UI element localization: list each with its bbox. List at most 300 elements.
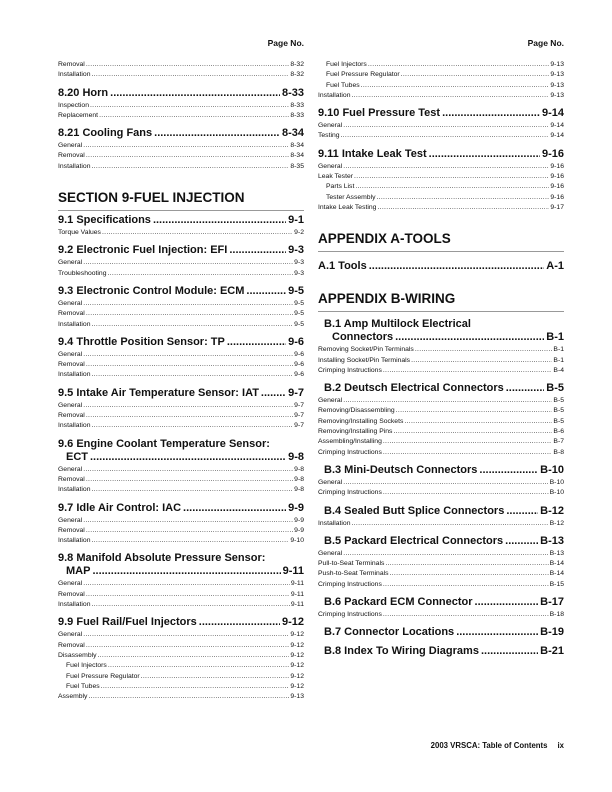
toc-entry[interactable] [318, 193, 564, 203]
toc-entry[interactable] [58, 269, 304, 279]
footer-page-number: ix [557, 741, 564, 750]
dot-leader [86, 475, 293, 485]
toc-entry-title: General [318, 478, 343, 486]
toc-entry-title: Removal [58, 61, 85, 68]
toc-entry[interactable] [58, 651, 304, 661]
toc-entry-title: General [58, 401, 83, 409]
toc-entry[interactable] [58, 141, 304, 151]
toc-entry-page: 9-13 [290, 693, 304, 701]
section-title: 9.5 Intake Air Temperature Sensor: IAT [58, 386, 259, 399]
dot-leader [343, 549, 548, 559]
toc-entry[interactable] [318, 70, 564, 80]
toc-entry-title: General [318, 397, 343, 405]
toc-entry-page: 8-33 [290, 111, 304, 119]
toc-entry-title: Installation [58, 486, 91, 494]
toc-section-heading[interactable] [58, 552, 304, 578]
dot-leader [390, 569, 549, 579]
section-title: B.2 Deutsch Electrical Connectors [324, 382, 504, 395]
section-title: 9.2 Electronic Fuel Injection: EFI [58, 244, 228, 257]
dot-leader [86, 360, 293, 370]
toc-section-heading[interactable] [58, 214, 304, 227]
section-page: 9-3 [288, 244, 304, 257]
toc-entry-page: B-5 [553, 397, 564, 405]
section-title-line2: ECT [66, 450, 88, 463]
section-page: 9-8 [288, 450, 304, 463]
toc-section-heading[interactable] [58, 285, 304, 298]
dot-leader [261, 387, 286, 400]
toc-entry-title: Leak Tester [318, 173, 354, 181]
section-page: B-17 [540, 596, 564, 609]
section-title: 9.11 Intake Leak Test [318, 147, 427, 160]
toc-entry[interactable] [58, 401, 304, 411]
toc-entry-title: Removal [58, 310, 85, 318]
toc-entry-title: Installation [58, 371, 91, 379]
toc-entry-page: 9-16 [550, 193, 564, 201]
dot-leader [429, 148, 540, 161]
dot-leader [99, 111, 289, 121]
toc-entry[interactable] [58, 682, 304, 692]
toc-entry[interactable] [318, 580, 564, 590]
toc-entry[interactable] [318, 478, 564, 488]
page-no-header-right: Page No. [527, 38, 564, 48]
toc-section-heading[interactable] [318, 464, 564, 477]
toc-entry-title: Fuel Injectors [326, 61, 367, 68]
dot-leader [246, 285, 286, 298]
dot-leader [506, 505, 538, 518]
dot-leader [355, 182, 549, 192]
dot-leader [110, 87, 280, 100]
toc-entry-title: Removing/Installing Sockets [318, 417, 404, 425]
dot-leader [481, 645, 538, 658]
dot-leader [183, 502, 286, 515]
toc-entry-title: Fuel Pressure Regulator [326, 71, 400, 79]
toc-entry-title: Installation [58, 422, 91, 430]
dot-leader [98, 651, 290, 661]
toc-entry[interactable] [318, 406, 564, 416]
section-title: 9.1 Specifications [58, 214, 151, 227]
toc-entry[interactable] [58, 641, 304, 651]
dot-leader [341, 131, 550, 141]
section-page: 8-33 [281, 86, 304, 99]
dot-leader [86, 411, 293, 421]
dot-leader [83, 630, 289, 640]
toc-entry[interactable] [58, 258, 304, 268]
toc-entry-title: General [318, 549, 343, 557]
dot-leader [393, 427, 552, 437]
toc-entry-title: Crimping Instructions [318, 611, 382, 619]
toc-entry-title: Fuel Pressure Regulator [66, 672, 140, 680]
toc-entry[interactable] [58, 111, 304, 121]
dot-leader [411, 356, 552, 366]
toc-entry[interactable] [58, 151, 304, 161]
toc-entry-page: B-1 [553, 356, 564, 364]
toc-entry-page: B-7 [553, 438, 564, 446]
toc-entry[interactable] [58, 692, 304, 702]
toc-entry[interactable] [318, 356, 564, 366]
toc-section-heading[interactable] [318, 260, 564, 273]
toc-entry-page: 9-12 [290, 672, 304, 680]
dot-leader [229, 244, 286, 257]
toc-entry-title: General [58, 142, 83, 150]
toc-entry[interactable] [318, 60, 564, 70]
toc-entry-page: 9-8 [294, 475, 304, 483]
section-title: B.7 Connector Locations [324, 626, 455, 639]
toc-entry[interactable] [318, 448, 564, 458]
toc-entry-title: Assembling/Installing [318, 438, 382, 446]
toc-entry-title: Fuel Tubes [326, 81, 360, 89]
dot-leader [90, 101, 289, 111]
toc-entry-title: Crimping Instructions [318, 448, 382, 456]
dot-leader [383, 488, 549, 498]
dot-leader [92, 565, 280, 578]
toc-entry-title: Removing/Disassembling [318, 407, 395, 415]
toc-entry[interactable] [318, 203, 564, 213]
dot-leader [92, 320, 294, 330]
dot-leader [154, 127, 280, 140]
toc-section-heading[interactable] [318, 148, 564, 161]
toc-entry[interactable] [318, 162, 564, 172]
toc-entry-title: Removal [58, 152, 85, 160]
toc-entry[interactable] [318, 610, 564, 620]
toc-entry[interactable] [58, 101, 304, 111]
dot-leader [415, 345, 553, 355]
toc-entry[interactable] [318, 366, 564, 376]
toc-entry-title: Removal [58, 475, 85, 483]
toc-entry[interactable] [58, 309, 304, 319]
section-title: 8.20 Horn [58, 86, 109, 99]
toc-entry[interactable] [318, 569, 564, 579]
heading-rule [318, 311, 564, 312]
toc-entry-title: General [318, 122, 343, 130]
dot-leader [401, 70, 550, 80]
toc-entry-page: 9-7 [294, 422, 304, 430]
dot-leader [383, 366, 553, 376]
toc-left-list [58, 60, 304, 702]
dot-leader [83, 350, 293, 360]
dot-leader [83, 579, 290, 589]
section-title: 9.7 Idle Air Control: IAC [58, 501, 182, 514]
toc-entry-title: General [58, 350, 83, 358]
toc-entry-title: Installation [58, 71, 91, 79]
toc-entry[interactable] [58, 60, 304, 70]
toc-entry-page: 9-12 [290, 651, 304, 659]
heading-rule [318, 251, 564, 252]
toc-entry[interactable] [58, 630, 304, 640]
dot-leader [369, 260, 545, 273]
toc-entry[interactable] [318, 121, 564, 131]
toc-entry[interactable] [58, 600, 304, 610]
toc-entry[interactable] [318, 345, 564, 355]
toc-entry-page: B-4 [553, 366, 564, 374]
toc-entry[interactable] [58, 579, 304, 589]
toc-entry-page: 9-7 [294, 401, 304, 409]
toc-section-heading[interactable] [318, 107, 564, 120]
dot-leader [92, 600, 290, 610]
toc-entry-title: General [58, 259, 83, 267]
section-page: B-13 [540, 534, 564, 547]
toc-entry-title: Installation [318, 519, 351, 527]
dot-leader [506, 382, 545, 395]
dot-leader [86, 590, 290, 600]
dot-leader [343, 162, 549, 172]
toc-entry[interactable] [318, 131, 564, 141]
dot-leader [352, 91, 550, 101]
toc-entry[interactable] [318, 549, 564, 559]
toc-entry-title: Tester Assembly [326, 193, 376, 201]
toc-entry-page: 9-6 [294, 350, 304, 358]
toc-entry[interactable] [318, 182, 564, 192]
section-page: 9-7 [288, 386, 304, 399]
section-title: B.4 Sealed Butt Splice Connectors [324, 504, 505, 517]
toc-entry-page: B-14 [549, 560, 564, 568]
toc-section-heading[interactable] [58, 127, 304, 140]
toc-entry[interactable] [58, 370, 304, 380]
dot-leader [86, 60, 290, 70]
toc-entry[interactable] [318, 91, 564, 101]
dot-leader [92, 421, 294, 431]
toc-entry-title: Fuel Injectors [66, 662, 107, 670]
dot-leader [376, 193, 549, 203]
toc-entry-title: Fuel Tubes [66, 682, 100, 690]
toc-entry-title: Assembly [58, 693, 88, 701]
toc-entry[interactable] [58, 465, 304, 475]
toc-entry-title: Testing [318, 132, 340, 140]
toc-right-list [318, 60, 564, 658]
dot-leader [86, 641, 290, 651]
section-title: B.8 Index To Wiring Diagrams [324, 645, 479, 658]
chapter-heading: APPENDIX B-WIRING [318, 291, 456, 307]
section-title-continued [324, 331, 564, 344]
toc-entry[interactable] [58, 421, 304, 431]
toc-entry[interactable] [58, 661, 304, 671]
toc-section-heading[interactable] [58, 438, 304, 464]
dot-leader [343, 396, 552, 406]
dot-leader [83, 141, 289, 151]
dot-leader [153, 214, 286, 227]
toc-entry-page: 8-33 [290, 101, 304, 109]
toc-entry-page: 8-34 [290, 152, 304, 160]
toc-entry-title: General [58, 516, 83, 524]
toc-entry[interactable] [58, 475, 304, 485]
toc-section-heading[interactable] [58, 336, 304, 349]
toc-entry-title: Removal [58, 412, 85, 420]
dot-leader [86, 151, 290, 161]
toc-entry-page: 9-12 [290, 682, 304, 690]
toc-entry-title: General [58, 465, 83, 473]
toc-entry-title: Removing/Installing Pins [318, 428, 393, 436]
dot-leader [479, 464, 538, 477]
section-title: B.6 Packard ECM Connector [324, 596, 473, 609]
toc-entry-page: 9-16 [550, 173, 564, 181]
toc-entry-title: Crimping Instructions [318, 580, 382, 588]
toc-entry[interactable] [58, 590, 304, 600]
section-title: B.3 Mini-Deutsch Connectors [324, 463, 478, 476]
toc-entry[interactable] [58, 360, 304, 370]
section-page: B-1 [546, 331, 564, 344]
toc-entry[interactable] [58, 299, 304, 309]
toc-entry-title: Removing Socket/Pin Terminals [318, 346, 414, 354]
toc-entry-page: 9-5 [294, 320, 304, 328]
dot-leader [86, 526, 293, 536]
section-page: 9-14 [541, 107, 564, 120]
toc-entry[interactable] [318, 417, 564, 427]
toc-entry[interactable] [318, 81, 564, 91]
section-page: B-19 [540, 626, 564, 639]
toc-entry-page: 9-13 [550, 81, 564, 89]
toc-entry[interactable] [58, 350, 304, 360]
toc-entry[interactable] [58, 411, 304, 421]
toc-entry-title: Disassembly [58, 651, 97, 659]
toc-entry[interactable] [318, 437, 564, 447]
section-title: 9.4 Throttle Position Sensor: TP [58, 335, 225, 348]
toc-entry-page: 9-9 [294, 526, 304, 534]
toc-section-heading[interactable] [318, 645, 564, 658]
section-page: 8-34 [281, 127, 304, 140]
dot-leader [442, 107, 540, 120]
dot-leader [505, 535, 538, 548]
section-title: 9.9 Fuel Rail/Fuel Injectors [58, 616, 197, 629]
dot-leader [108, 661, 290, 671]
toc-entry[interactable] [318, 559, 564, 569]
toc-section-heading[interactable] [318, 596, 564, 609]
toc-section-heading[interactable] [58, 87, 304, 100]
toc-entry-page: B-18 [549, 611, 564, 619]
toc-entry-page: 9-12 [290, 662, 304, 670]
toc-entry[interactable] [318, 172, 564, 182]
toc-entry-page: B-12 [549, 519, 564, 527]
dot-leader [88, 692, 289, 702]
section-title-continued [58, 451, 304, 464]
page-no-header-left: Page No. [267, 38, 304, 48]
toc-section-heading[interactable] [58, 387, 304, 400]
dot-leader [396, 406, 553, 416]
toc-entry-page: 9-8 [294, 465, 304, 473]
toc-entry[interactable] [318, 396, 564, 406]
toc-entry-page: 9-3 [294, 269, 304, 277]
dot-leader [108, 269, 294, 279]
toc-entry-title: General [58, 631, 83, 639]
toc-entry-title: General [58, 299, 83, 307]
toc-section-heading[interactable] [318, 505, 564, 518]
dot-leader [385, 559, 548, 569]
toc-entry-page: 9-11 [290, 601, 304, 609]
toc-entry[interactable] [318, 519, 564, 529]
toc-section-heading[interactable] [58, 502, 304, 515]
toc-entry-page: 9-2 [294, 229, 304, 237]
toc-section-heading[interactable] [318, 382, 564, 395]
section-page: 9-6 [288, 335, 304, 348]
toc-entry-page: B-1 [553, 346, 564, 354]
toc-entry-page: 9-8 [294, 486, 304, 494]
toc-entry[interactable] [58, 536, 304, 546]
section-page: B-10 [540, 463, 564, 476]
toc-entry-page: 9-13 [550, 61, 564, 68]
toc-entry-title: Removal [58, 361, 85, 369]
section-page: 9-1 [288, 214, 304, 227]
toc-entry[interactable] [58, 162, 304, 172]
toc-entry[interactable] [58, 320, 304, 330]
toc-entry-page: 9-6 [294, 361, 304, 369]
dot-leader [83, 516, 293, 526]
dot-leader [92, 162, 290, 172]
section-page: 9-12 [281, 616, 304, 629]
toc-entry-title: Push-to-Seat Terminals [318, 570, 389, 578]
toc-entry-page: B-15 [549, 580, 564, 588]
toc-entry-page: 9-11 [290, 590, 304, 598]
section-title: 9.6 Engine Coolant Temperature Sensor: [58, 437, 270, 450]
toc-entry[interactable] [58, 70, 304, 80]
toc-entry[interactable] [318, 488, 564, 498]
toc-entry-title: Crimping Instructions [318, 489, 382, 497]
dot-leader [141, 672, 290, 682]
toc-entry-page: 8-32 [290, 61, 304, 68]
dot-leader [92, 370, 294, 380]
toc-entry-title: Installation [318, 91, 351, 99]
section-title: B.5 Packard Electrical Connectors [324, 534, 504, 547]
toc-section-heading[interactable] [58, 616, 304, 629]
toc-entry-page: 9-3 [294, 259, 304, 267]
toc-entry-title: General [318, 162, 343, 170]
dot-leader [404, 417, 552, 427]
toc-entry[interactable] [58, 516, 304, 526]
toc-entry-page: 9-12 [290, 631, 304, 639]
toc-entry-title: Replacement [58, 111, 99, 119]
section-title: A.1 Tools [318, 260, 367, 273]
section-page: B-12 [540, 504, 564, 517]
dot-leader [86, 309, 293, 319]
toc-entry-page: 9-14 [550, 132, 564, 140]
toc-entry-title: Pull-to-Seat Terminals [318, 560, 385, 568]
toc-entry-page: 9-5 [294, 299, 304, 307]
dot-leader [456, 626, 538, 639]
toc-entry-title: Installation [58, 537, 91, 545]
toc-entry-page: 9-14 [550, 122, 564, 130]
toc-entry-title: Parts List [326, 183, 355, 191]
dot-leader [92, 485, 294, 495]
section-page: 9-11 [282, 565, 304, 578]
toc-section-heading[interactable] [318, 535, 564, 548]
toc-entry[interactable] [58, 228, 304, 238]
dot-leader [199, 616, 280, 629]
toc-entry-title: Crimping Instructions [318, 366, 382, 374]
toc-entry-title: Installation [58, 320, 91, 328]
toc-entry[interactable] [58, 485, 304, 495]
section-title: 9.10 Fuel Pressure Test [318, 107, 441, 120]
toc-entry-page: 9-16 [550, 183, 564, 191]
heading-rule [58, 210, 304, 211]
toc-entry-page: B-6 [553, 428, 564, 436]
dot-leader [102, 228, 293, 238]
toc-entry-title: Removal [58, 526, 85, 534]
toc-entry[interactable] [58, 672, 304, 682]
toc-entry[interactable] [318, 427, 564, 437]
toc-entry-title: Installation [58, 162, 91, 170]
toc-entry[interactable] [58, 526, 304, 536]
toc-section-heading[interactable] [318, 318, 564, 344]
toc-entry-page: B-10 [549, 489, 564, 497]
toc-entry-page: B-5 [553, 407, 564, 415]
toc-section-heading[interactable] [58, 244, 304, 257]
toc-entry-page: B-14 [549, 570, 564, 578]
dot-leader [227, 336, 286, 349]
section-title: 9.8 Manifold Absolute Pressure Sensor: [58, 552, 266, 565]
section-title-line2: MAP [66, 565, 91, 578]
toc-section-heading[interactable] [318, 626, 564, 639]
chapter-heading: APPENDIX A-TOOLS [318, 231, 451, 247]
page-footer [318, 741, 564, 750]
toc-entry-title: Troubleshooting [58, 269, 107, 277]
toc-entry-page: B-10 [549, 478, 564, 486]
